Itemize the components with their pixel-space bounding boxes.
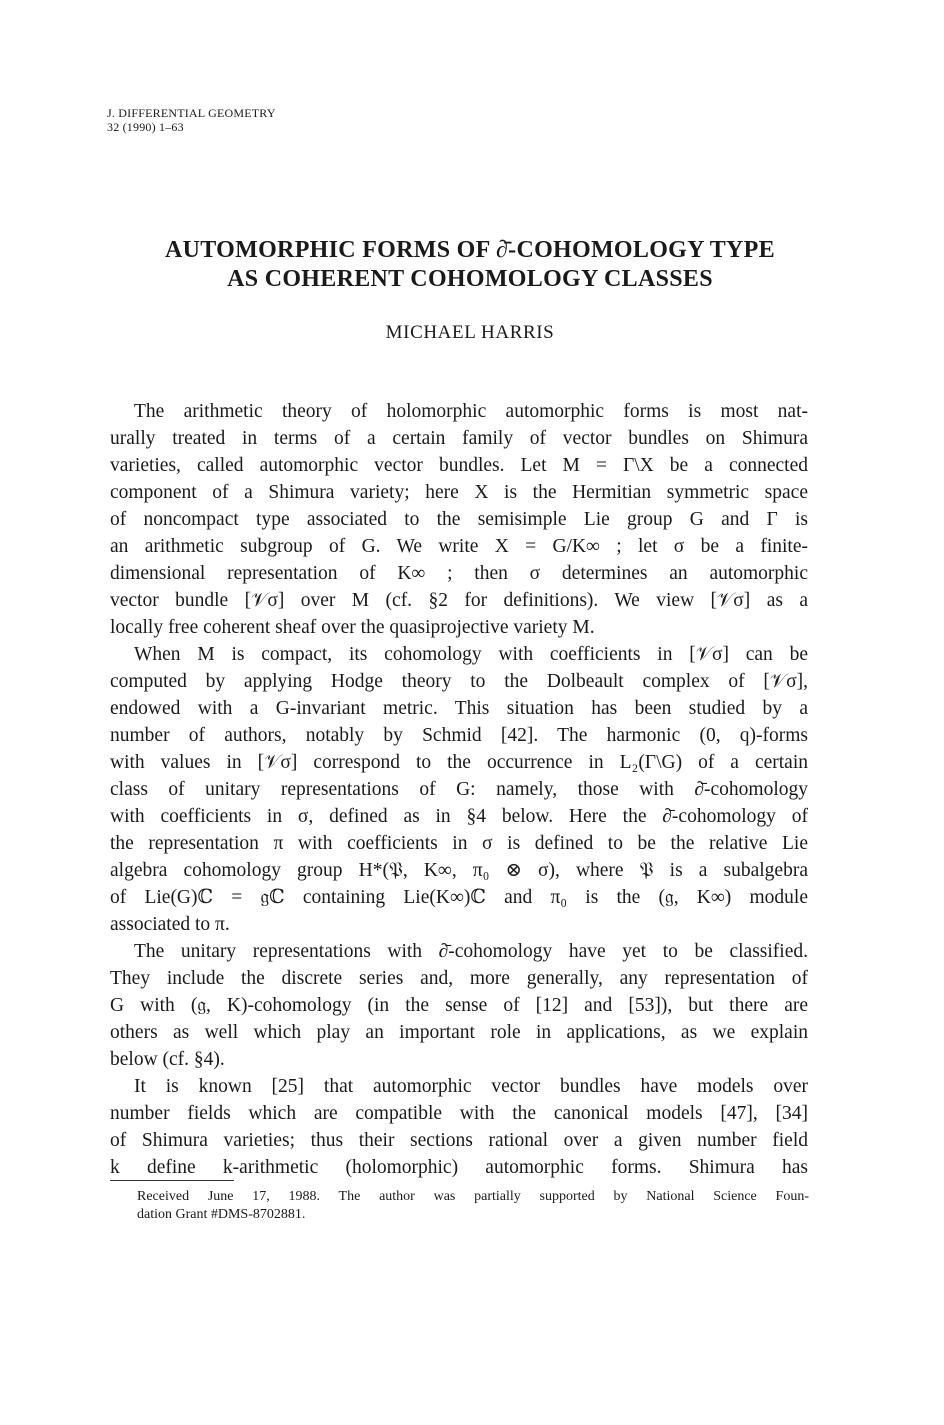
text-line: of noncompact type associated to the semisimple Lie group G and Γ is xyxy=(110,509,808,530)
text-line: of Lie(G)ℂ = 𝔤ℂ containing Lie(K∞)ℂ and π₀ is the (𝔤, K∞) module xyxy=(110,887,808,908)
text-line: dimensional representation of K∞ ; then σ determines an automorphic xyxy=(110,563,808,584)
text-line: G with (𝔤, K)-cohomology (in the sense of [12] and [53]), but there are xyxy=(110,995,808,1016)
text-line: They include the discrete series and, more generally, any representation of xyxy=(110,968,808,989)
text-line: an arithmetic subgroup of G. We write X = G/K∞ ; let σ be a finite- xyxy=(110,536,808,557)
text-line: with coefficients in σ, defined as in §4 below. Here the ∂̄-cohomology of xyxy=(110,806,808,827)
text-line: component of a Shimura variety; here X is the Hermitian symmetric space xyxy=(110,482,808,503)
text-line: varieties, called automorphic vector bundles. Let M = Γ\X be a connected xyxy=(110,455,808,476)
text-line: associated to π. xyxy=(110,914,230,935)
title-line-1: AUTOMORPHIC FORMS OF ∂̄-COHOMOLOGY TYPE xyxy=(165,237,775,263)
text-line: below (cf. §4). xyxy=(110,1049,225,1070)
text-line: When M is compact, its cohomology with coefficients in [𝒱σ] can be xyxy=(134,644,808,665)
text-line: others as well which play an important role in applications, as we explain xyxy=(110,1022,808,1043)
text-line: The unitary representations with ∂̄-cohomology have yet to be classified. xyxy=(134,941,808,962)
text-line: algebra cohomology group H*(𝔓, K∞, π₀ ⊗ σ), where 𝔓 is a subalgebra xyxy=(110,860,808,881)
journal-header xyxy=(107,106,276,134)
text-line: vector bundle [𝒱σ] over M (cf. §2 for definitions). We view [𝒱σ] as a xyxy=(110,590,808,611)
footnote-line: dation Grant #DMS-8702881. xyxy=(137,1207,306,1222)
text-line: It is known [25] that automorphic vector bundles have models over xyxy=(134,1076,808,1097)
text-line: endowed with a G-invariant metric. This situation has been studied by a xyxy=(110,698,808,719)
text-line: computed by applying Hodge theory to the Dolbeault complex of [𝒱σ], xyxy=(110,671,808,692)
text-line: locally free coherent sheaf over the quasiprojective variety M. xyxy=(110,617,595,638)
footnote-rule xyxy=(110,1180,234,1181)
footnote-line: Received June 17, 1988. The author was partially supported by National Science Foun- xyxy=(137,1189,809,1204)
paper-title xyxy=(100,236,840,294)
text-line: with values in [𝒱σ] correspond to the occurrence in L₂(Γ\G) of a certain xyxy=(110,752,808,773)
text-line: number fields which are compatible with the canonical models [47], [34] xyxy=(110,1103,808,1124)
text-line: k define k-arithmetic (holomorphic) automorphic forms. Shimura has xyxy=(110,1157,808,1178)
text-line: the representation π with coefficients in σ is defined to be the relative Lie xyxy=(110,833,808,854)
text-line: The arithmetic theory of holomorphic automorphic forms is most nat- xyxy=(134,401,808,422)
footnote xyxy=(137,1188,809,1224)
text-line: number of authors, notably by Schmid [42]. The harmonic (0, q)-forms xyxy=(110,725,808,746)
author-name: MICHAEL HARRIS xyxy=(385,322,555,343)
text-line: of Shimura varieties; thus their sections rational over a given number field xyxy=(110,1130,808,1151)
body-text xyxy=(110,398,808,1181)
title-line-2: AS COHERENT COHOMOLOGY CLASSES xyxy=(227,266,713,292)
journal-name: J. DIFFERENTIAL GEOMETRY xyxy=(107,106,276,120)
text-line: urally treated in terms of a certain family of vector bundles on Shimura xyxy=(110,428,808,449)
text-line: class of unitary representations of G: namely, those with ∂̄-cohomology xyxy=(110,779,808,800)
journal-volume: 32 (1990) 1–63 xyxy=(107,120,184,134)
